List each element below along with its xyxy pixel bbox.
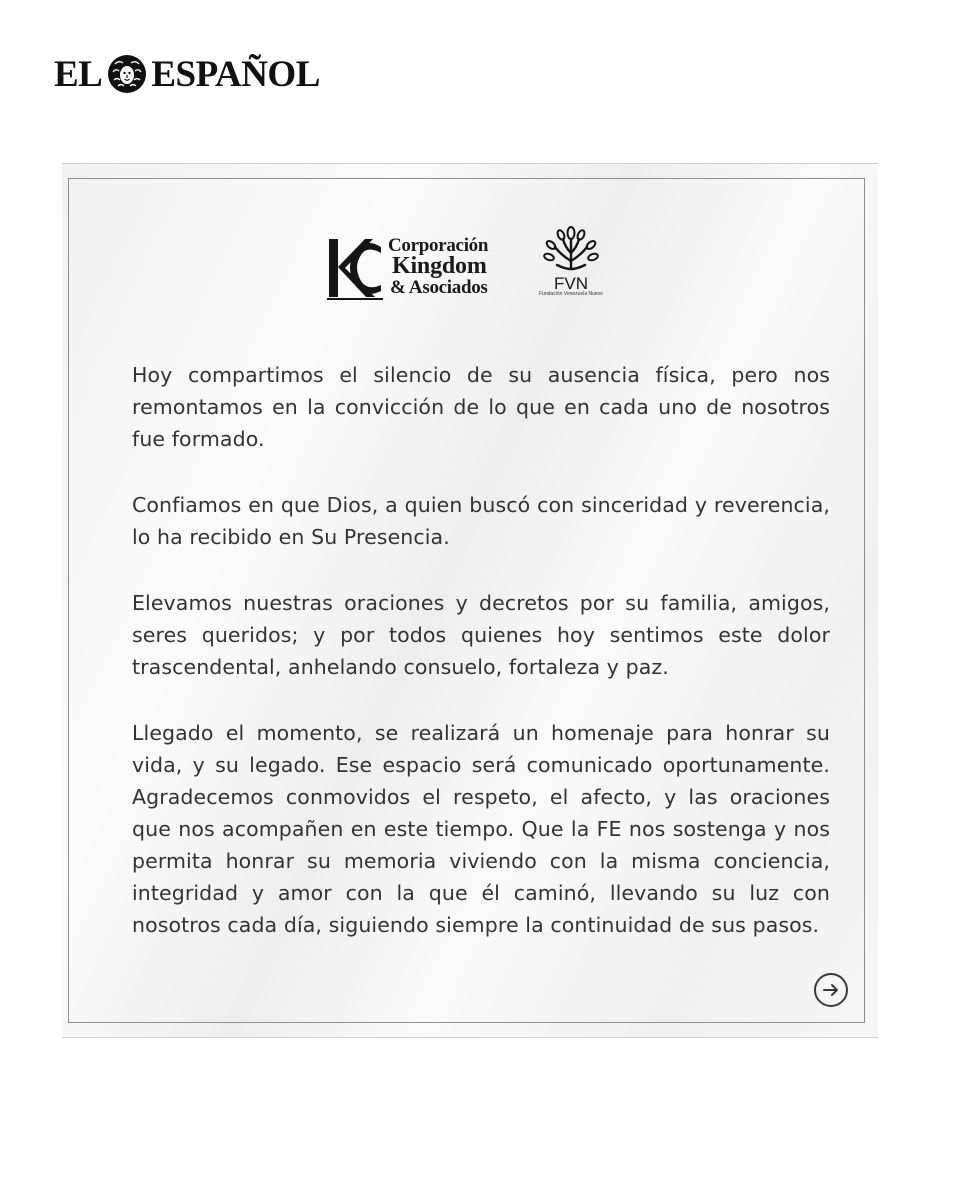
fvn-tagline: Fundación Venezuela Nuevo [539, 291, 603, 297]
arrow-right-circle-icon [820, 979, 842, 1001]
lion-head-icon [105, 52, 149, 96]
tree-icon [535, 225, 607, 300]
statement-text [132, 359, 830, 975]
bottom-divider [62, 1037, 878, 1038]
statement-paragraph-1: Hoy compartimos el silencio de su ausencia física, pero nos remontamos en la convicción de lo que en cada uno de nosotros fue formado. [132, 363, 830, 451]
masthead-logo[interactable] [54, 52, 320, 96]
kingdom-line-1: Corporación [388, 235, 489, 256]
kc-monogram-icon [325, 233, 385, 303]
next-slide-button[interactable] [814, 973, 848, 1007]
statement-paragraph-4: Llegado el momento, se realizará un homenaje para honrar su vida, y su legado. Ese espacio será comunicado oportunamente. Agradecemos conmovidos el respeto, el afecto, y las oraciones que nos acompañen en este tiempo. Que la FE nos sostenga y nos permita honrar su memoria viviendo con la misma conciencia, integridad y amor con la que él caminó, llevando su luz con nosotros cada día, siguiendo siempre la continuidad de sus pasos. [132, 721, 830, 937]
organization-logos [325, 225, 625, 305]
kingdom-line-3: & Asociados [390, 277, 488, 298]
fvn-letters: FVN [554, 274, 588, 293]
kingdom-wordmark [388, 235, 488, 298]
kingdom-line-2: Kingdom [392, 253, 487, 279]
statement-paragraph-3: Elevamos nuestras oraciones y decretos por su familia, amigos, seres queridos; y por todos quienes hoy sentimos este dolor trascendental, anhelando consuelo, fortaleza y paz. [132, 591, 830, 679]
masthead-right-word: ESPAÑOL [151, 53, 320, 95]
kingdom-logo [325, 233, 510, 303]
masthead-left-word: EL [54, 53, 103, 95]
statement-paragraph-2: Confiamos en que Dios, a quien buscó con sinceridad y reverencia, lo ha recibido en Su Presencia. [132, 493, 830, 549]
